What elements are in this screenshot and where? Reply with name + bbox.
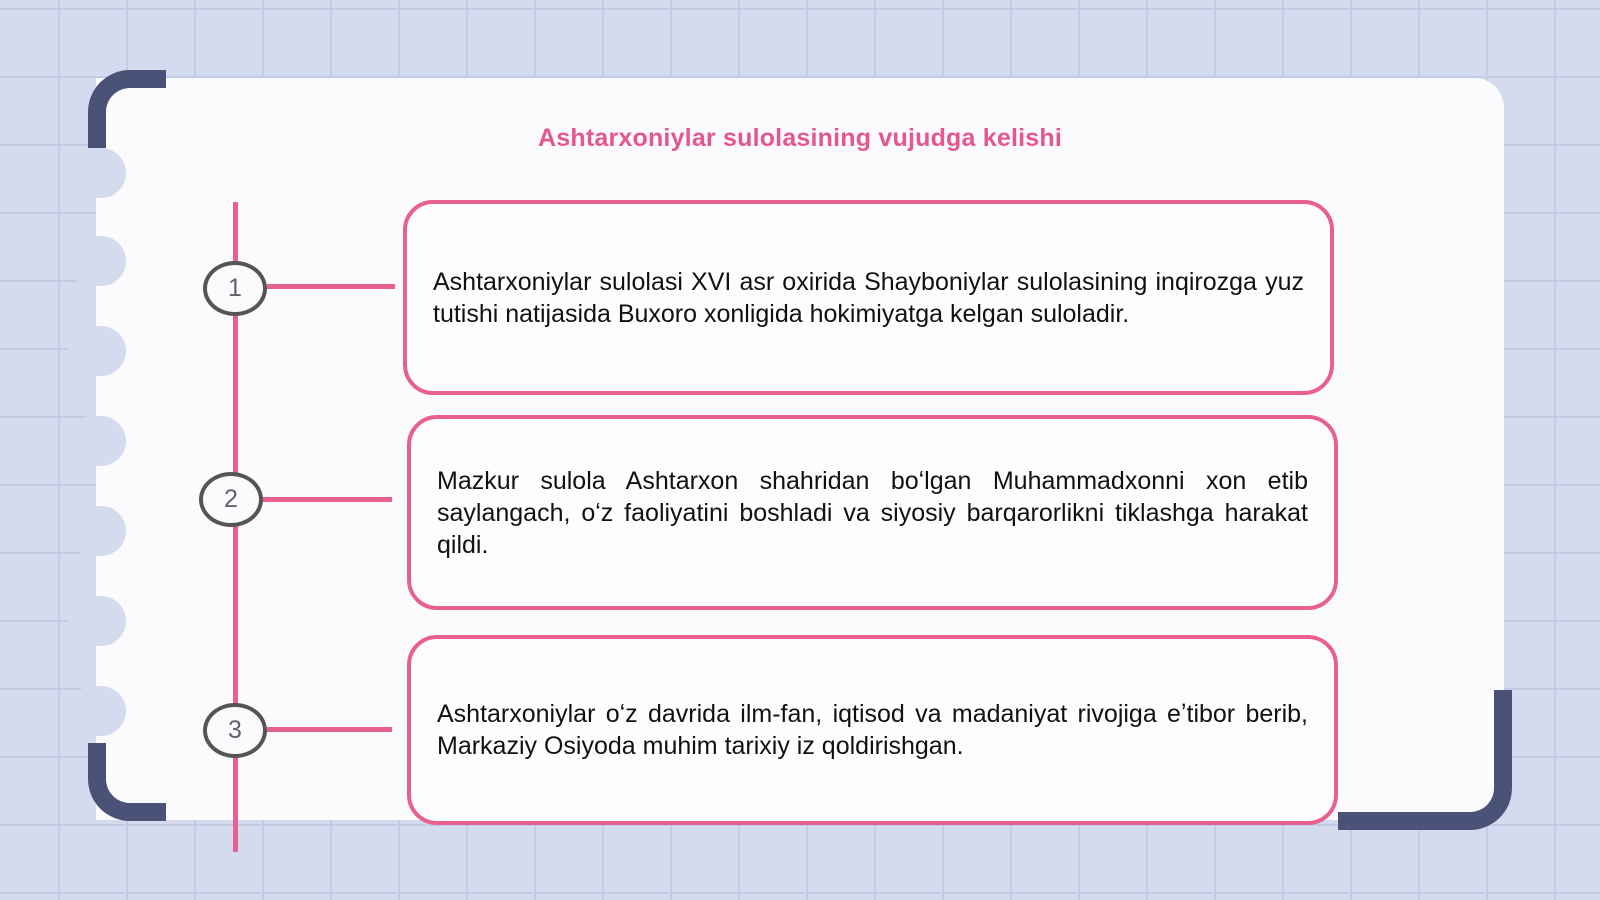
card-notch xyxy=(68,416,126,466)
timeline-text-box-3 xyxy=(407,635,1338,825)
timeline-node-1 xyxy=(203,261,267,316)
corner-bracket-bottom-right xyxy=(1338,690,1512,830)
timeline-text-box-1 xyxy=(403,200,1334,395)
node-number: 2 xyxy=(224,485,238,513)
card-notch xyxy=(68,236,126,286)
card-notch xyxy=(68,326,126,376)
timeline-connector xyxy=(267,727,392,732)
card-notch xyxy=(68,148,126,198)
timeline-connector xyxy=(263,497,392,502)
corner-bracket-top-left xyxy=(88,70,166,148)
timeline-node-2 xyxy=(199,472,263,527)
card-notch xyxy=(68,596,126,646)
timeline-text: Mazkur sulola Ashtarxon shahridan boʻlgan Muhammadxonni xon etib saylangach, oʻz faoliyatini boshladi va siyosiy barqarorlikni tiklashga harakat qildi. xyxy=(437,466,1308,559)
node-number: 1 xyxy=(228,274,242,302)
timeline-text-box-2 xyxy=(407,415,1338,610)
card-notch xyxy=(68,506,126,556)
timeline-node-3 xyxy=(203,703,267,758)
timeline-connector xyxy=(267,284,395,289)
slide-title: Ashtarxoniylar sulolasining vujudga kelishi xyxy=(537,124,1062,152)
node-number: 3 xyxy=(228,716,242,744)
timeline-text: Ashtarxoniylar sulolasi XVI asr oxirida Shayboniylar sulolasining inqirozga yuz tutishi natijasida Buxoro xonligida hokimiyatga kelgan suloladir. xyxy=(433,267,1304,328)
card-notch xyxy=(68,686,126,736)
timeline-text: Ashtarxoniylar oʻz davrida ilm-fan, iqtisod va madaniyat rivojiga eʼtibor berib, Markaziy Osiyoda muhim tarixiy iz qoldirishgan. xyxy=(437,700,1308,760)
